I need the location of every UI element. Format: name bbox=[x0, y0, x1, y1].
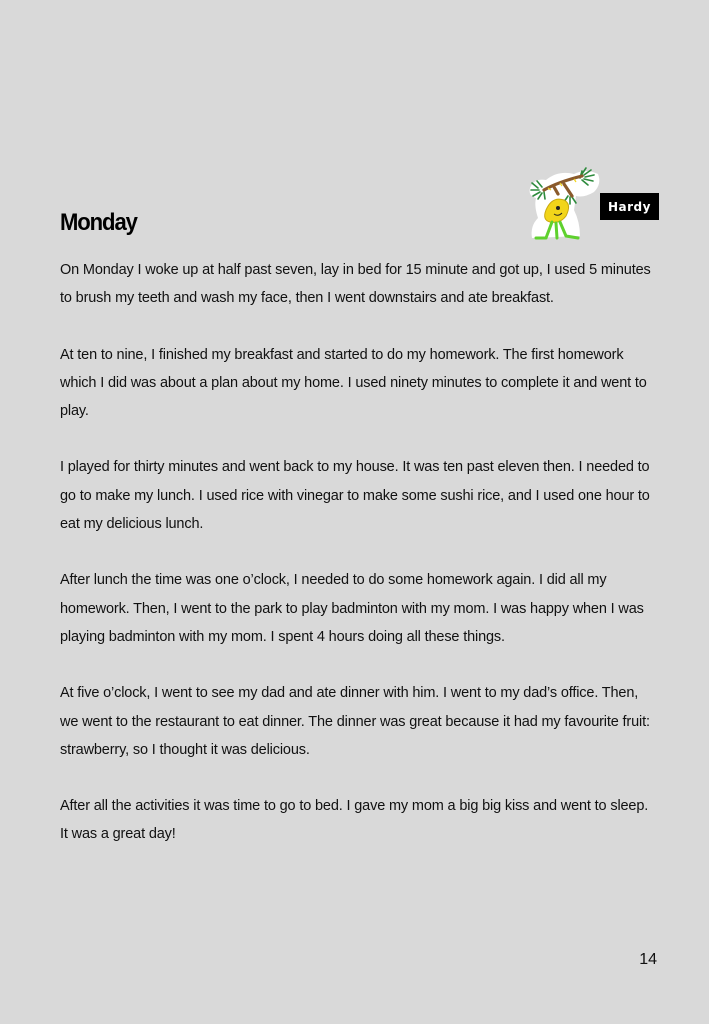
illustration bbox=[524, 166, 602, 242]
story-paragraph: I played for thirty minutes and went back to my house. It was ten past eleven then. I needed to go to make my lunch. I used rice with vinegar to make some sushi rice, and I used one hour to eat my delicious lunch. bbox=[60, 459, 650, 533]
page-number: 14 bbox=[639, 951, 657, 968]
author-badge: Hardy bbox=[600, 193, 659, 220]
story-paragraph: On Monday I woke up at half past seven, lay in bed for 15 minute and got up, I used 5 minutes to brush my teeth and wash my face, then I went downstairs and ate breakfast. bbox=[60, 262, 651, 307]
story-paragraph: After lunch the time was one o’clock, I needed to do some homework again. I did all my homework. Then, I went to the park to play badminton with my mom. I was happy when I was playing badminton with my mom. I spent 4 hours doing all these things. bbox=[60, 572, 644, 645]
cartoon-figure-with-tree-branches-icon bbox=[524, 166, 602, 242]
story-paragraph: At ten to nine, I finished my breakfast and started to do my homework. The first homework which I did was about a plan about my home. I used ninety minutes to complete it and went to play. bbox=[60, 346, 647, 420]
story-paragraph: After all the activities it was time to go to bed. I gave my mom a big big kiss and went to sleep. It was a great day! bbox=[60, 798, 649, 843]
story-paragraph: At five o’clock, I went to see my dad and ate dinner with him. I went to my dad’s office. Then, we went to the restaurant to eat dinner. The dinner was great because it had my favourite fruit: strawberry, so I thought it was delicious. bbox=[60, 685, 650, 758]
page-title: Monday bbox=[60, 209, 137, 237]
story-body bbox=[60, 256, 658, 877]
